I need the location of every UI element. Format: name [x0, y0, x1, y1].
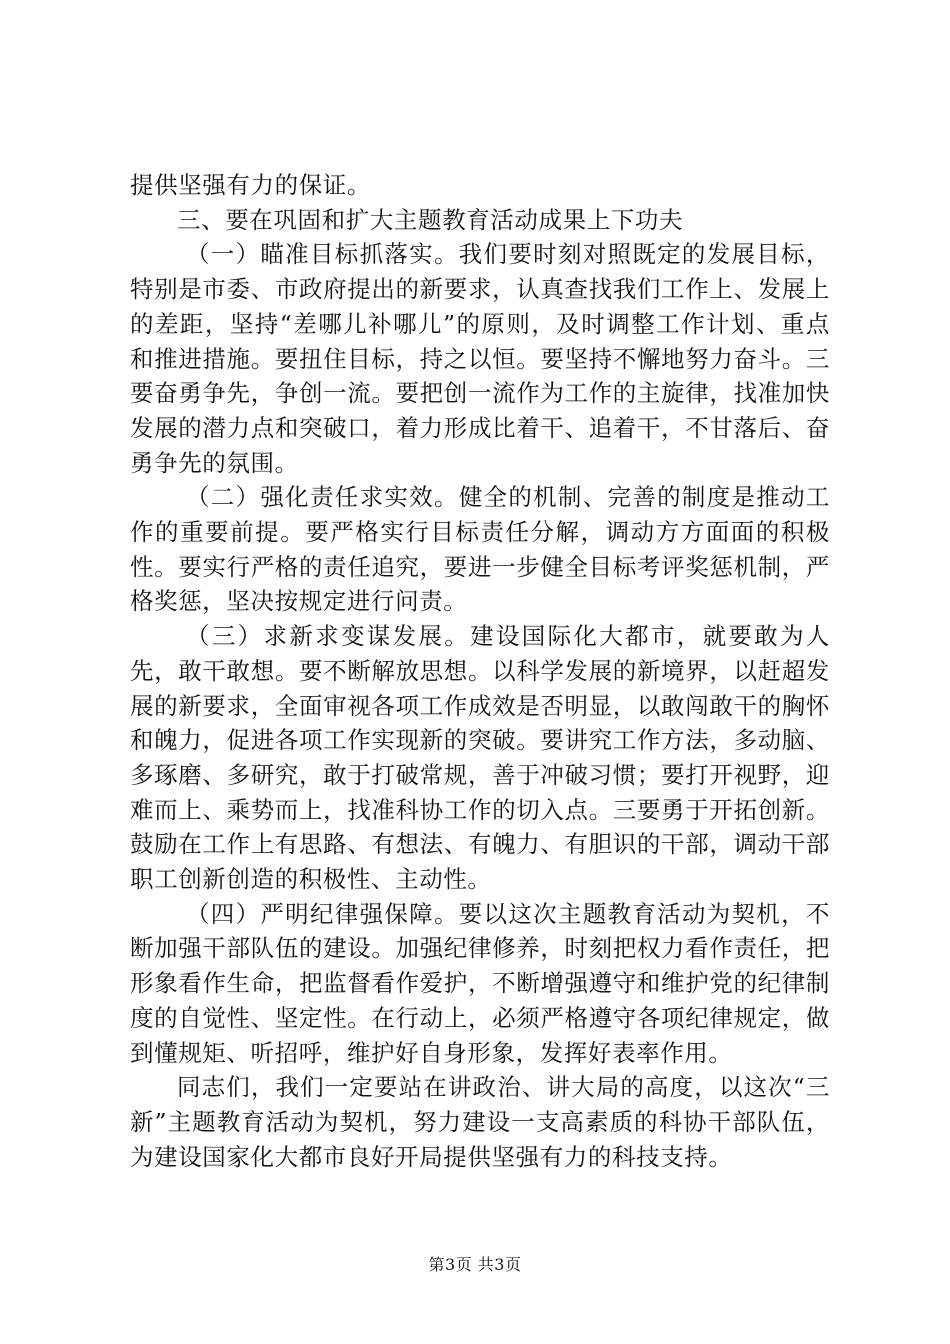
paragraph-item-1: （一）瞄准目标抓落实。我们要时刻对照既定的发展目标，特别是市委、市政府提出的新要求，认真查找我们工作上、发展上的差距，坚持“差哪儿补哪儿”的原则，及时调整工作计划、重点和推进措施。要扭住目标，持之以恒。要坚持不懈地努力奋斗。三要奋勇争先，争创一流。要把创一流作为工作的主旋律，找准加快发展的潜力点和突破口，着力形成比着干、追着干，不甘落后、奋勇争先的氛围。	[130, 240, 830, 477]
paragraph-continuation: 提供坚强有力的保证。	[130, 171, 371, 199]
paragraph-item-4: （四）严明纪律强保障。要以这次主题教育活动为契机，不断加强干部队伍的建设。加强纪律修养，时刻把权力看作责任，把形象看作生命，把监督看作爱护，不断增强遵守和维护党的纪律制度的自觉性、坚定性。在行动上，必须严格遵守各项纪律规定，做到懂规矩、听招呼，维护好自身形象，发挥好表率作用。	[130, 899, 830, 1067]
document-body	[130, 168, 830, 1174]
paragraph-item-2: （二）强化责任求实效。健全的机制、完善的制度是推动工作的重要前提。要严格实行目标责任分解，调动方方面面的积极性。要实行严格的责任追究，要进一步健全目标考评奖惩机制，严格奖惩，坚决按规定进行问责。	[130, 483, 830, 616]
section-heading: 三、要在巩固和扩大主题教育活动成果上下功夫	[177, 205, 684, 234]
paragraph-item-3: （三）求新求变谋发展。建设国际化大都市，就要敢为人先，敢干敢想。要不断解放思想。以科学发展的新境界，以赶超发展的新要求，全面审视各项工作成效是否明显，以敢闯敢干的胸怀和魄力，促进各项工作实现新的突破。要讲究工作方法，多动脑、多琢磨、多研究，敢于打破常规，善于冲破习惯；要打开视野，迎难而上、乘势而上，找准科协工作的切入点。三要勇于开拓创新。鼓励在工作上有思路、有想法、有魄力、有胆识的干部，调动干部职工创新创造的积极性、主动性。	[130, 622, 830, 894]
page-footer: 第3页 共3页	[428, 1255, 522, 1274]
paragraph-closing: 同志们，我们一定要站在讲政治、讲大局的高度，以这次“三新”主题教育活动为契机，努力建设一支高素质的科协干部队伍，为建设国家化大都市良好开局提供坚强有力的科技支持。	[130, 1073, 830, 1171]
